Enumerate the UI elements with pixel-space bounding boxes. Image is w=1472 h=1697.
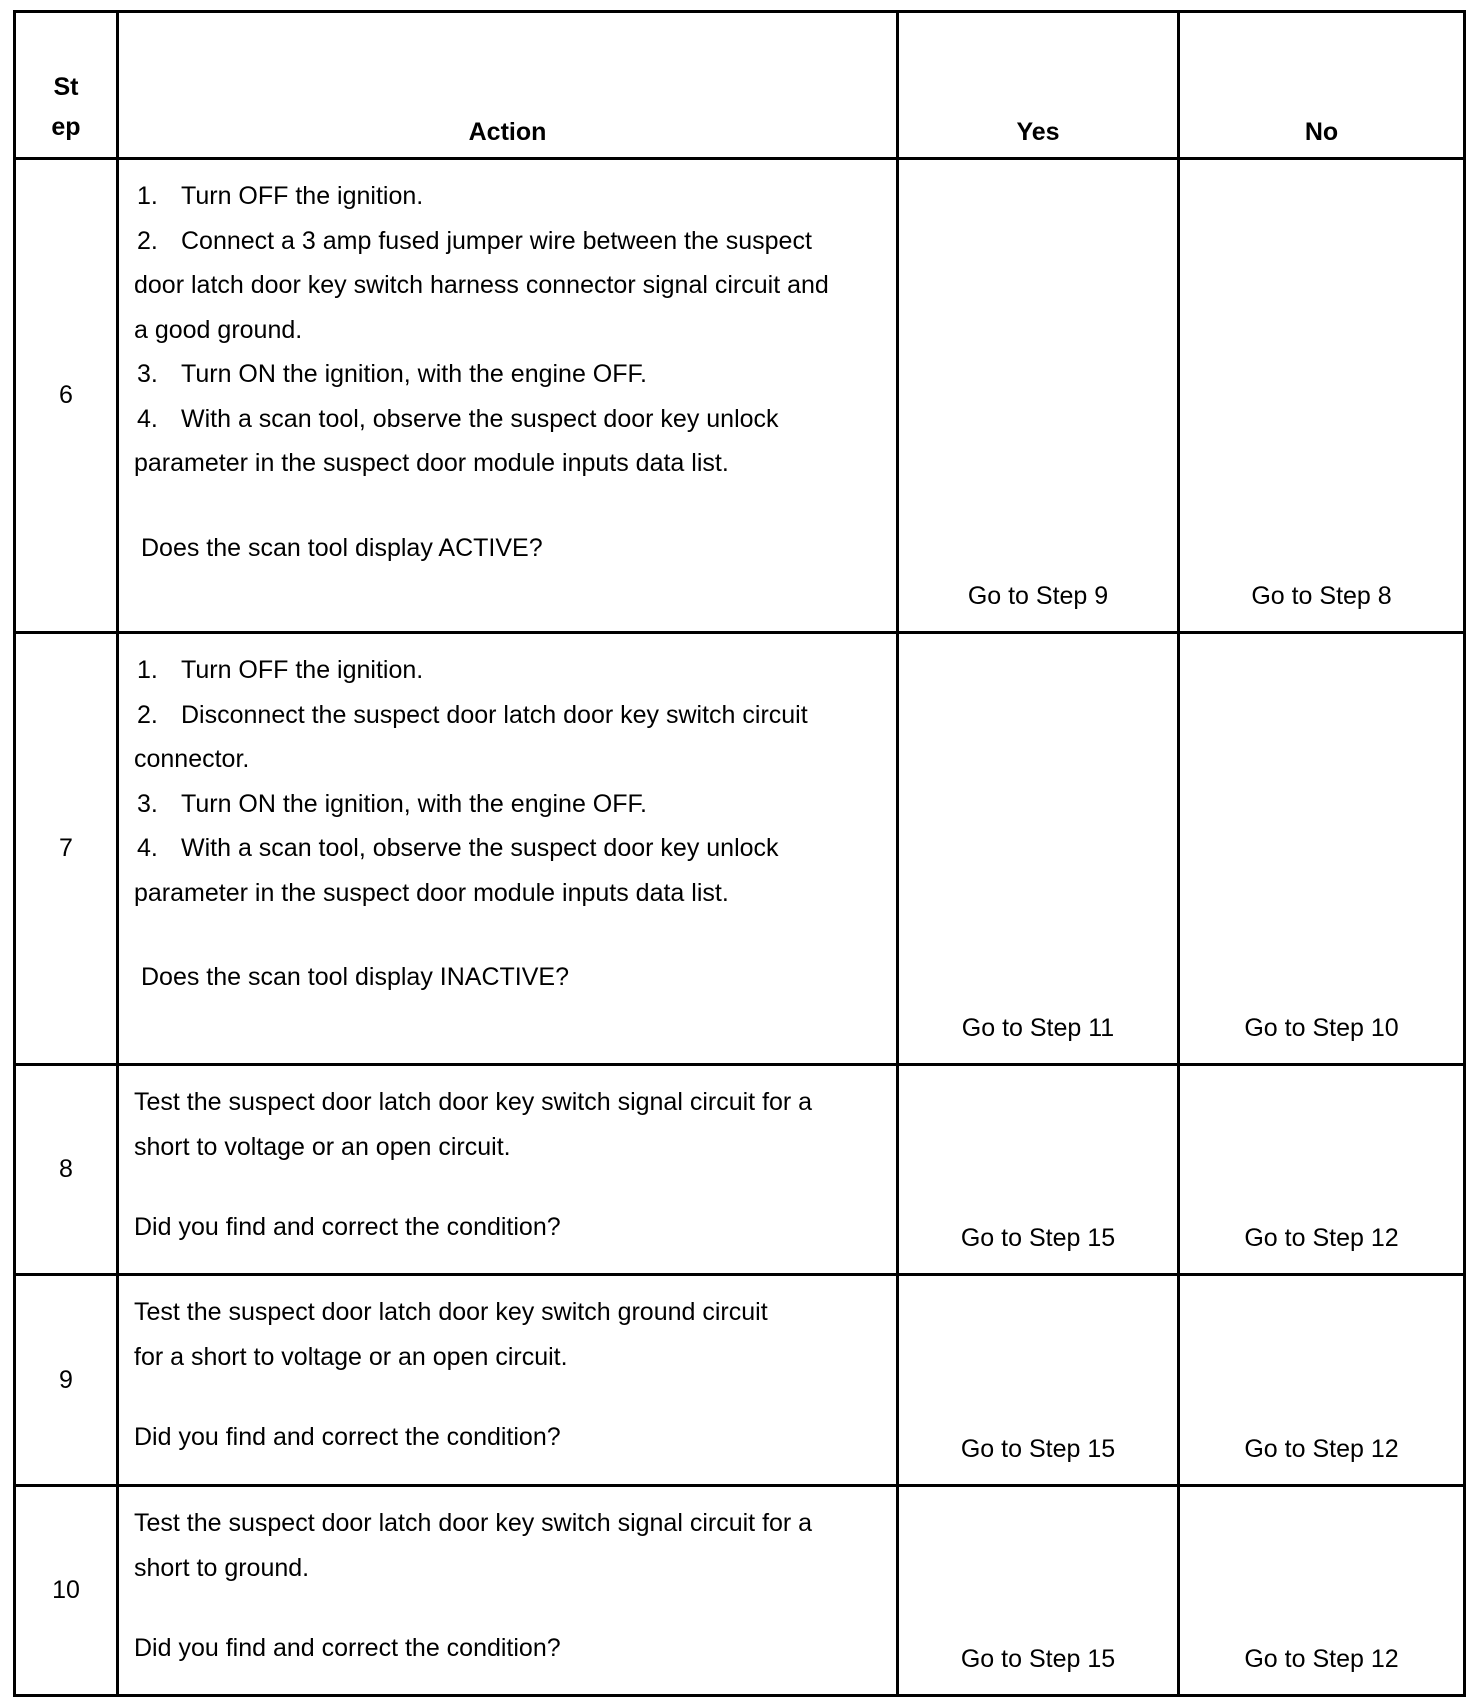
action-text: Test the suspect door latch door key switch ground circuit for a short to voltage or an open circuit. <box>134 1298 768 1371</box>
table-row <box>15 159 1465 633</box>
header-action: Action <box>118 12 898 159</box>
table-row <box>15 1486 1465 1696</box>
table-row <box>15 633 1465 1065</box>
action-cell <box>118 159 898 633</box>
instruction-item: 1. Turn OFF the ignition. <box>137 182 424 210</box>
instruction-item: 4. With a scan tool, observe the suspect door key unlock parameter in the suspect door module inputs data list. <box>134 404 779 477</box>
step-number: 6 <box>15 159 118 633</box>
table-row <box>15 1275 1465 1486</box>
no-result: Go to Step 10 <box>1179 633 1465 1065</box>
question-text: Did you find and correct the condition? <box>134 1634 561 1662</box>
action-text: Test the suspect door latch door key switch signal circuit for a short to ground. <box>134 1509 813 1582</box>
yes-result: Go to Step 15 <box>898 1275 1179 1486</box>
yes-result: Go to Step 15 <box>898 1065 1179 1275</box>
instruction-item: 2. Connect a 3 amp fused jumper wire between the suspect door latch door key switch harness connector signal circuit and a good ground. <box>134 226 829 344</box>
no-result: Go to Step 12 <box>1179 1275 1465 1486</box>
question-text: Does the scan tool display INACTIVE? <box>141 963 569 991</box>
instruction-item: 3. Turn ON the ignition, with the engine OFF. <box>137 360 647 388</box>
header-row <box>15 12 1465 159</box>
header-step-line2: ep <box>51 113 81 141</box>
header-step <box>15 12 118 159</box>
action-cell <box>118 1486 898 1696</box>
header-yes: Yes <box>898 12 1179 159</box>
yes-result: Go to Step 9 <box>898 159 1179 633</box>
question-text: Did you find and correct the condition? <box>134 1213 561 1241</box>
action-cell <box>118 1065 898 1275</box>
step-number: 7 <box>15 633 118 1065</box>
question-text: Did you find and correct the condition? <box>134 1423 561 1451</box>
header-no: No <box>1179 12 1465 159</box>
step-number: 10 <box>15 1486 118 1696</box>
step-number: 8 <box>15 1065 118 1275</box>
no-result: Go to Step 12 <box>1179 1065 1465 1275</box>
table-row <box>15 1065 1465 1275</box>
yes-result: Go to Step 15 <box>898 1486 1179 1696</box>
action-text: Test the suspect door latch door key switch signal circuit for a short to voltage or an open circuit. <box>134 1088 813 1161</box>
diagnostic-table <box>13 10 1466 1697</box>
instruction-item: 2. Disconnect the suspect door latch door key switch circuit connector. <box>134 700 808 773</box>
no-result: Go to Step 12 <box>1179 1486 1465 1696</box>
yes-result: Go to Step 11 <box>898 633 1179 1065</box>
action-cell <box>118 1275 898 1486</box>
header-step-line1: St <box>53 73 79 101</box>
instruction-item: 4. With a scan tool, observe the suspect door key unlock parameter in the suspect door module inputs data list. <box>134 834 779 907</box>
question-text: Does the scan tool display ACTIVE? <box>141 533 543 562</box>
instruction-item: 1. Turn OFF the ignition. <box>137 656 424 684</box>
no-result: Go to Step 8 <box>1179 159 1465 633</box>
instruction-item: 3. Turn ON the ignition, with the engine OFF. <box>137 789 647 818</box>
action-cell <box>118 633 898 1065</box>
step-number: 9 <box>15 1275 118 1486</box>
